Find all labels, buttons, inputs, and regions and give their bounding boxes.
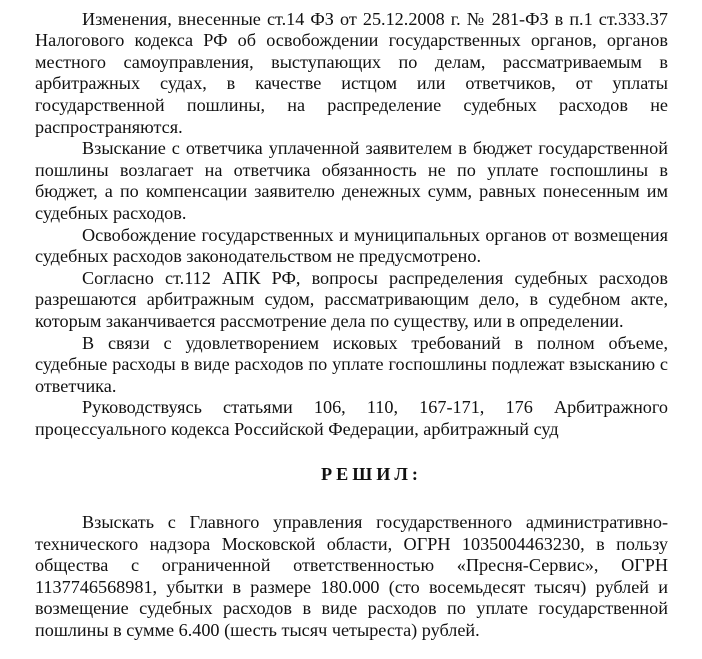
document-page — [35, 0, 668, 642]
paragraph-apk-112: Согласно ст.112 АПК РФ, вопросы распределения судебных расходов разрешаются арбитражным судом, рассматривающим дело, в судебном акте, которым заканчивается рассмотрение дела по существу, или в определении. — [35, 267, 668, 331]
paragraph-guided-by: Руководствуясь статьями 106, 110, 167-171, 176 Арбитражного процессуального кодекса Российской Федерации, арбитражный суд — [35, 397, 668, 439]
decision-heading: РЕШИЛ: — [321, 464, 422, 485]
paragraph-decision: Взыскать с Главного управления государственного административно-технического надзора Московской области, ОГРН 1035004463230, в пользу общества с ограниченной ответственностью «Пресня-Сервис», ОГРН 1137746568981, убытки в размере 180.000 (сто восемьдесят тысяч) рублей и возмещение судебных расходов в виде расходов по уплате государственной пошлины в сумме 6.400 (шесть тысяч четыреста) рублей. — [35, 512, 668, 641]
cropped-top-line — [35, 0, 668, 9]
paragraph-claims-satisfied: В связи с удовлетворением исковых требований в полном объеме, судебные расходы в виде расходов по уплате госпошлины подлежат взысканию с ответчика. — [35, 332, 668, 396]
paragraph-exemption: Освобождение государственных и муниципальных органов от возмещения судебных расходов законодательством не предусмотрено. — [35, 224, 668, 267]
paragraph-fee-recovery: Взыскание с ответчика уплаченной заявителем в бюджет государственной пошлины возлагает на ответчика обязанность не по уплате госпошлины в бюджет, а по компенсации заявителю денежных сумм, равных понесенным им судебных расходов. — [35, 138, 668, 223]
paragraph-tax-code-changes: Изменения, внесенные ст.14 ФЗ от 25.12.2008 г. № 281-ФЗ в п.1 ст.333.37 Налогового кодекса РФ об освобождении государственных органов, органов местного самоуправления, выступающих по делам, рассматриваемым в арбитражных судах, в качестве истцом или ответчиков, от уплаты государственной пошлины, на распределение судебных расходов не распространяются. — [35, 8, 668, 137]
